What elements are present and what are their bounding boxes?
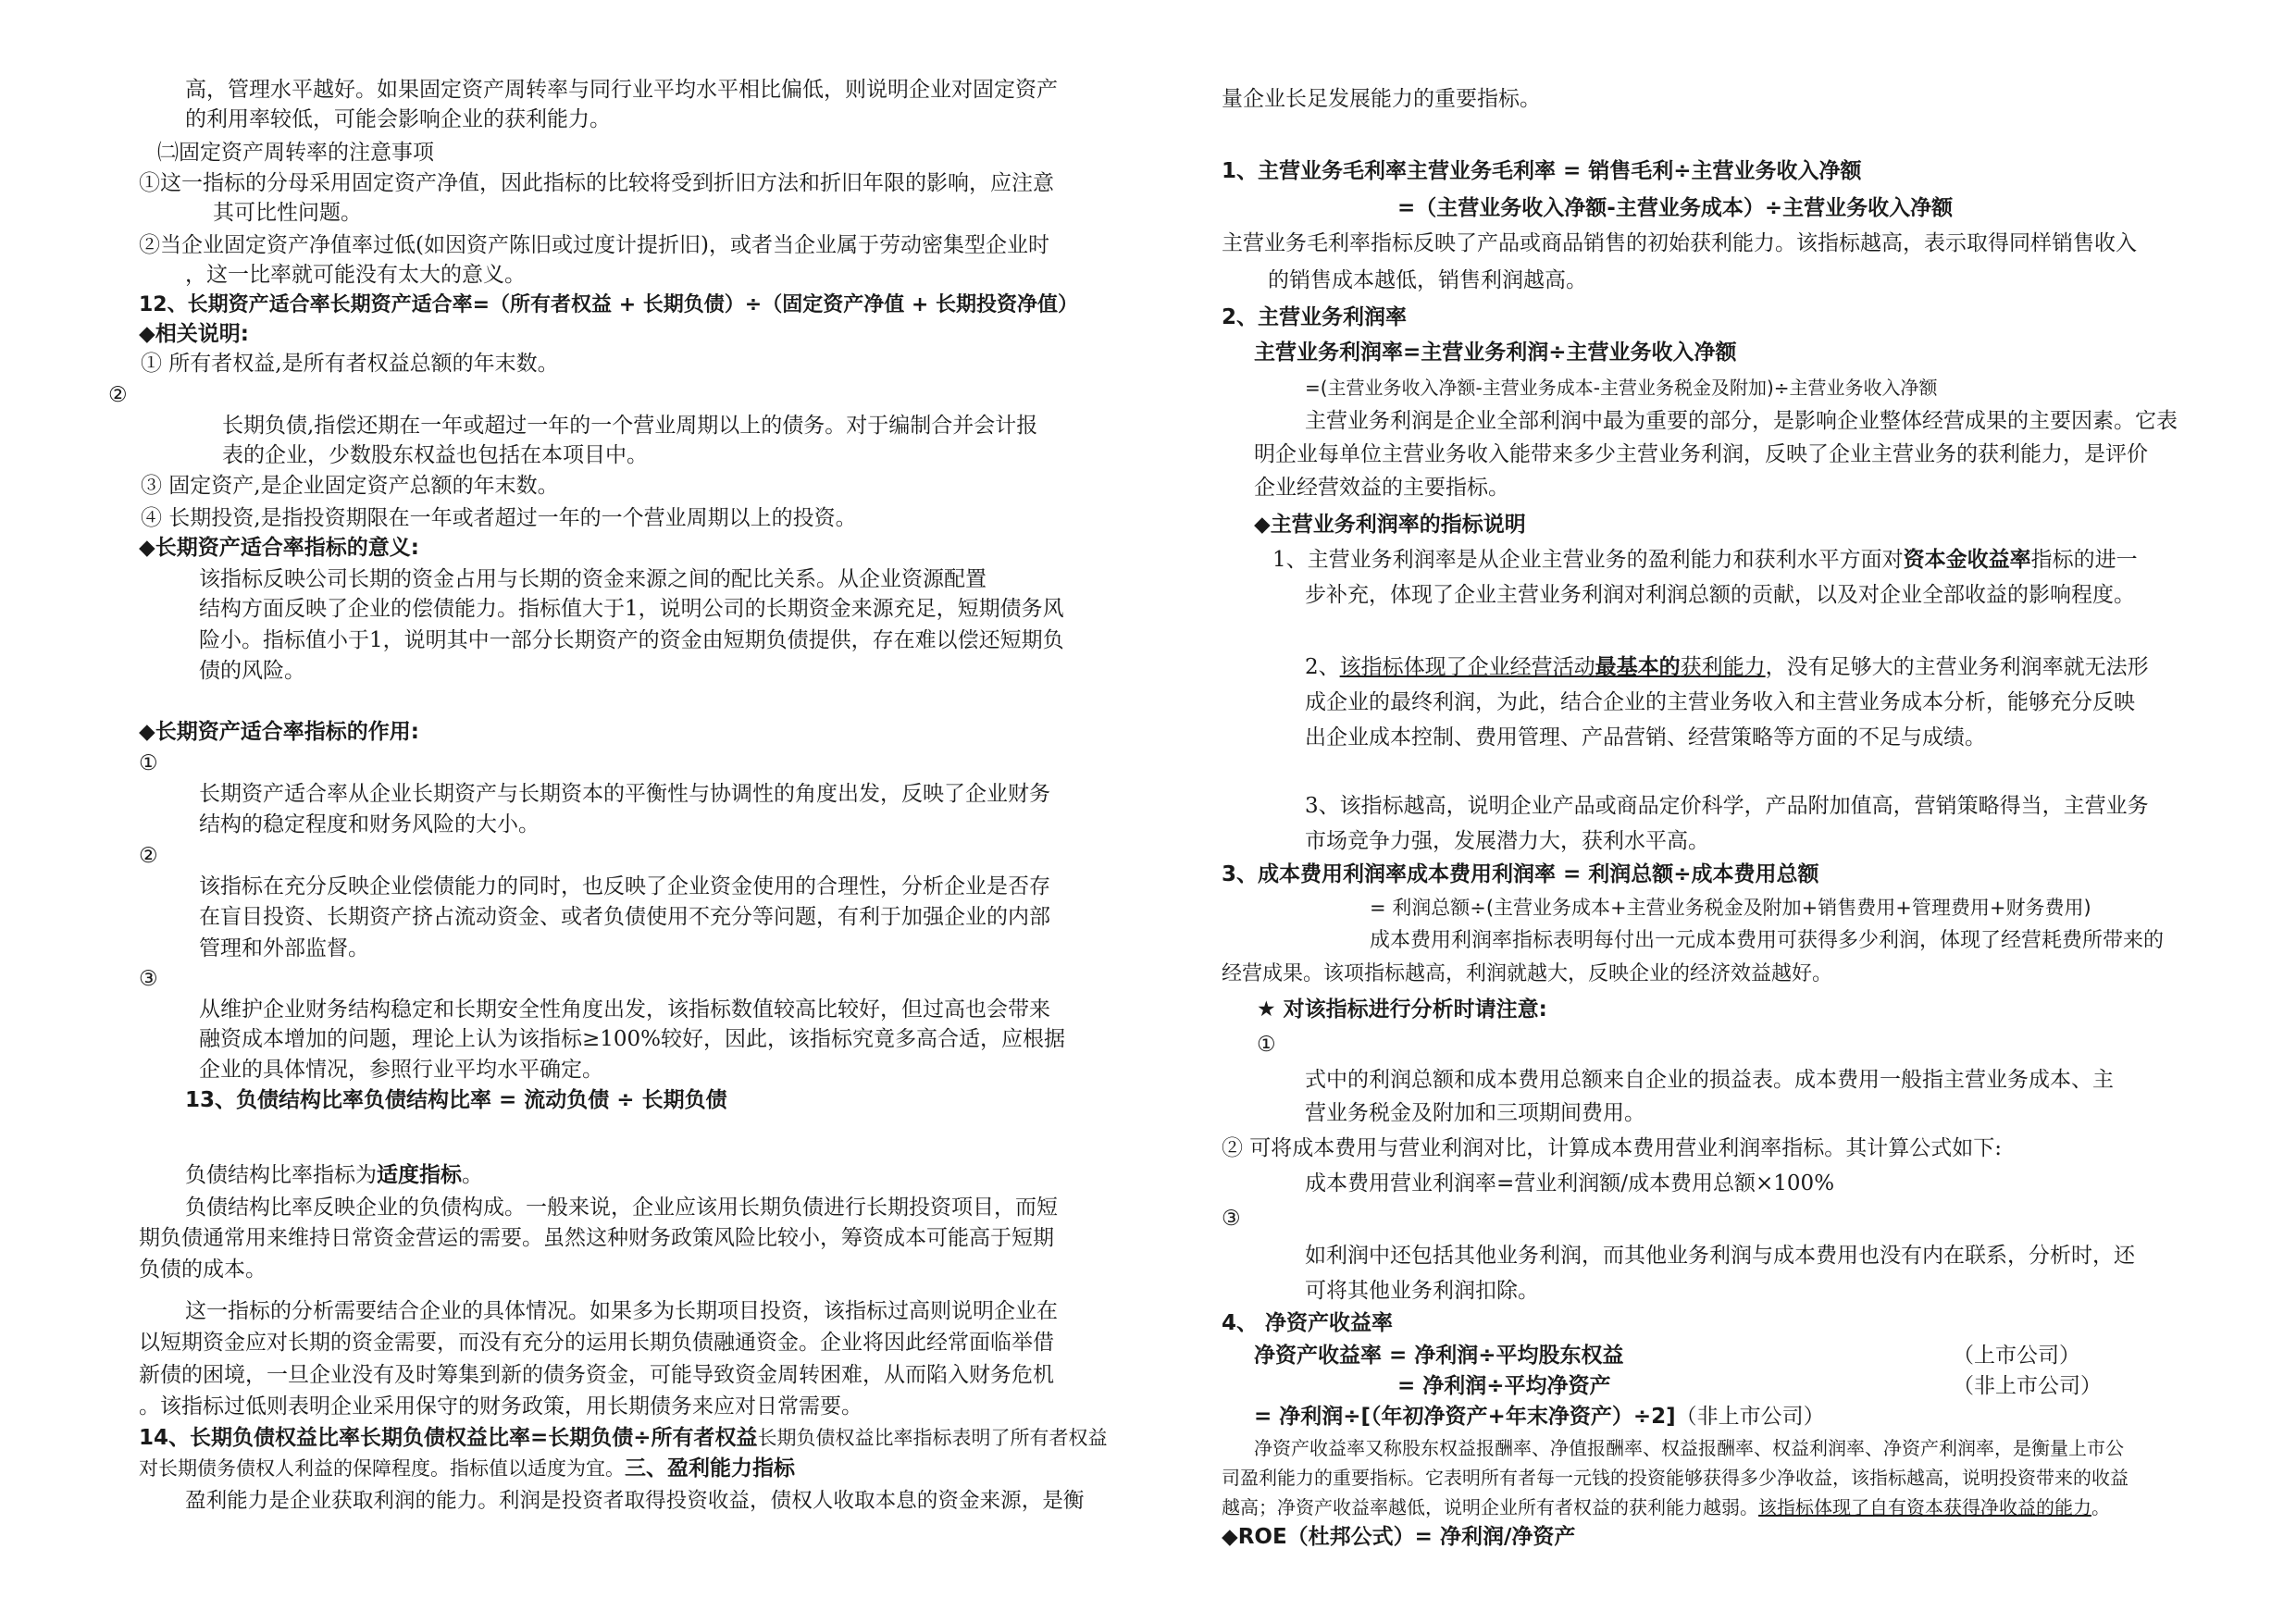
text-span: 。: [462, 1163, 483, 1187]
list-marker: ③: [139, 967, 158, 991]
text-span: 2、: [1305, 655, 1340, 679]
formula-line: [1254, 1403, 1825, 1431]
text-line: 的销售成本越低，销售利润越高。: [1268, 268, 1587, 292]
text-line: 成本费用利润率指标表明每付出一元成本费用可获得多少利润，体现了经营耗费所带来的: [1370, 929, 2165, 952]
formula-line: 主营业务利润率=主营业务利润÷主营业务收入净额: [1254, 341, 1737, 365]
heading-text: 14、长期负债权益比率长期负债权益比率=长期负债÷所有者权益: [139, 1426, 758, 1450]
text-line: 步补充，体现了企业主营业务利润对利润总额的贡献，以及对企业全部收益的影响程度。: [1305, 583, 2135, 607]
text-line: [1305, 653, 2149, 681]
text-line: 结构的稳定程度和财务风险的大小。: [199, 812, 540, 836]
text-span: 。: [2091, 1496, 2110, 1518]
text-line: 长期负债,指偿还期在一年或超过一年的一个营业周期以上的债务。对于编制合并会计报: [222, 414, 1038, 438]
section-heading-13: 13、负债结构比率负债结构比率 = 流动负债 ÷ 长期负债: [185, 1088, 727, 1112]
text-line: 经营成果。该项指标越高，利润就越大，反映企业的经济效益越好。: [1222, 962, 1833, 985]
emphasis-text: 最基本的: [1595, 655, 1681, 679]
notes-heading: ◆主营业务利润率的指标说明: [1254, 513, 1526, 537]
text-line: [139, 1455, 795, 1482]
text-line: 式中的利润总额和成本费用总额来自企业的损益表。成本费用一般指主营业务成本、主: [1305, 1068, 2114, 1092]
text-line: 的利用率较低，可能会影响企业的获利能力。: [185, 107, 611, 131]
text-span: 长期负债权益比率指标表明了所有者权益: [757, 1427, 1108, 1449]
function-heading: ◆长期资产适合率指标的作用:: [139, 720, 419, 744]
text-line: 债的风险。: [199, 659, 305, 683]
text-line: 司盈利能力的重要指标。它表明所有者每一元钱的投资能够获得多少净收益，该指标越高，说明投资带来的收益: [1222, 1467, 2128, 1489]
formula-line: =(主营业务收入净额-主营业务成本-主营业务税金及附加)÷主营业务收入净额: [1305, 377, 1938, 399]
text-line: ① 所有者权益,是所有者权益总额的年末数。: [141, 352, 559, 376]
underlined-text: 该指标体现了自有资本获得净收益的能力: [1758, 1496, 2091, 1518]
emphasis-text: 资本金收益率: [1903, 548, 2031, 572]
list-marker: ②: [108, 383, 128, 407]
underlined-text: 获利能力: [1680, 655, 1766, 679]
formula-note: （上市公司）: [1953, 1344, 2080, 1368]
text-line: 主营业务利润是企业全部利润中最为重要的部分，是影响企业整体经营成果的主要因素。它表: [1305, 409, 2178, 433]
text-span: 对长期债务债权人利益的保障程度。指标值以适度为宜。: [139, 1457, 625, 1480]
text-line: [1222, 1493, 2110, 1521]
section-heading-2: 2、主营业务利润率: [1222, 305, 1408, 329]
formula-line: 成本费用营业利润率=营业利润额/成本费用总额×100%: [1305, 1171, 1835, 1196]
text-line: 险小。指标值小于1，说明其中一部分长期资产的资金由短期负债提供，存在难以偿还短期负: [199, 628, 1064, 652]
text-line: 该指标在充分反映企业偿债能力的同时，也反映了企业资金使用的合理性，分析企业是否存: [199, 874, 1050, 898]
section-heading-1: 1、主营业务毛利率主营业务毛利率 = 销售毛利÷主营业务收入净额: [1222, 159, 1862, 183]
section-heading-4: 4、 净资产收益率: [1222, 1311, 1394, 1335]
formula-text: = 净利润÷[（年初净资产+年末净资产）÷2]: [1254, 1405, 1676, 1429]
text-line: 以短期资金应对长期的资金需要，而没有充分的运用长期负债融通资金。企业将因此经常面临举借: [139, 1331, 1054, 1355]
text-line: 这一指标的分析需要结合企业的具体情况。如果多为长期项目投资，该指标过高则说明企业在: [185, 1299, 1058, 1323]
text-line: 负债的成本。: [139, 1258, 267, 1282]
formula-note: （非上市公司）: [1953, 1374, 2102, 1398]
list-marker: ①: [139, 751, 158, 775]
text-line: 量企业长足发展能力的重要指标。: [1222, 87, 1541, 111]
text-line: 负债结构比率反映企业的负债构成。一般来说，企业应该用长期负债进行长期投资项目，而短: [185, 1196, 1058, 1220]
attention-heading: ★ 对该指标进行分析时请注意:: [1257, 997, 1547, 1022]
text-line: 新债的困境，一旦企业没有及时筹集到新的债务资金，可能导致资金周转困难，从而陷入财务危机: [139, 1363, 1054, 1387]
text-line: 成企业的最终利润，为此，结合企业的主营业务收入和主营业务成本分析，能够充分反映: [1305, 690, 2135, 714]
text-line: 盈利能力是企业获取利润的能力。利润是投资者取得投资收益，债权人收取本息的资金来源，是衡: [185, 1489, 1085, 1513]
emphasis-text: 适度指标: [377, 1163, 462, 1187]
roe-heading: ◆ROE（杜邦公式）= 净利润/净资产: [1222, 1525, 1576, 1549]
meaning-heading: ◆长期资产适合率指标的意义:: [139, 536, 419, 560]
text-line: ①这一指标的分母采用固定资产净值，因此指标的比较将受到折旧方法和折旧年限的影响，应注意: [139, 171, 1054, 195]
text-line: 期负债通常用来维持日常资金营运的需要。虽然这种财务政策风险比较小，筹资成本可能高于短期: [139, 1226, 1054, 1250]
related-notes-heading: ◆相关说明:: [139, 322, 249, 346]
text-line: 可将其他业务利润扣除。: [1305, 1279, 1539, 1303]
text-line: 企业经营效益的主要指标。: [1254, 476, 1509, 500]
section-heading-3: 三、盈利能力指标: [625, 1456, 795, 1481]
list-marker: ①: [1257, 1033, 1276, 1057]
text-line: 主营业务毛利率指标反映了产品或商品销售的初始获利能力。该指标越高，表示取得同样销售收入: [1222, 231, 2137, 255]
text-line: 高，管理水平越好。如果固定资产周转率与同行业平均水平相比偏低，则说明企业对固定资产: [185, 78, 1058, 102]
section-heading-12: 12、长期资产适合率长期资产适合率=（所有者权益 + 长期负债）÷（固定资产净值 + 长期投资净值）: [139, 293, 1078, 316]
text-line: 营业务税金及附加和三项期间费用。: [1305, 1101, 1645, 1125]
section-heading-14: [139, 1424, 1108, 1452]
text-line: 3、该指标越高，说明企业产品或商品定价科学，产品附加值高，营销策略得当，主营业务: [1305, 794, 2149, 818]
text-line: 净资产收益率又称股东权益报酬率、净值报酬率、权益报酬率、权益利润率、净资产利润率，是衡量上市公: [1254, 1437, 2124, 1459]
formula-line: = 净利润÷平均净资产: [1397, 1374, 1611, 1398]
text-line: 表的企业，少数股东权益也包括在本项目中。: [222, 443, 648, 467]
list-marker: ③: [1222, 1207, 1241, 1231]
text-line: 在盲目投资、长期资产挤占流动资金、或者负债使用不充分等问题，有利于加强企业的内部: [199, 905, 1050, 929]
text-line: [185, 1161, 483, 1189]
text-line: ②当企业固定资产净值率过低(如因资产陈旧或过度计提折旧)，或者当企业属于劳动密集型企业时: [139, 233, 1049, 257]
text-line: 如利润中还包括其他业务利润，而其他业务利润与成本费用也没有内在联系，分析时，还: [1305, 1244, 2135, 1268]
text-line: 。该指标过低则表明企业采用保守的财务政策，用长期债务来应对日常需要。: [139, 1394, 863, 1419]
formula-line: =（主营业务收入净额-主营业务成本）÷主营业务收入净额: [1397, 196, 1954, 220]
text-line: ② 可将成本费用与营业利润对比，计算成本费用营业利润率指标。其计算公式如下:: [1222, 1136, 2003, 1160]
text-span: ，没有足够大的主营业务利润率就无法形: [1765, 655, 2149, 679]
text-span: 指标的进一: [2030, 548, 2138, 572]
underlined-text: 该指标体现了企业经营活动: [1339, 655, 1595, 679]
text-line: 明企业每单位主营业务收入能带来多少主营业务利润，反映了企业主营业务的获利能力，是评价: [1254, 442, 2148, 466]
text-line: 从维护企业财务结构稳定和长期安全性角度出发，该指标数值较高比较好，但过高也会带来: [199, 997, 1050, 1022]
formula-note: （非上市公司）: [1675, 1405, 1825, 1429]
text-line: 出企业成本控制、费用管理、产品营销、经营策略等方面的不足与成绩。: [1305, 725, 1986, 750]
text-line: ③ 固定资产,是企业固定资产总额的年末数。: [141, 474, 559, 498]
text-span: 越高；净资产收益率越低，说明企业所有者权益的获利能力越弱。: [1222, 1496, 1758, 1518]
text-line: 管理和外部监督。: [199, 936, 369, 960]
text-line: 其可比性问题。: [213, 201, 362, 225]
text-span: 负债结构比率指标为: [185, 1163, 377, 1187]
list-marker: ②: [139, 844, 158, 868]
text-line: [1272, 546, 2138, 574]
text-line: 市场竞争力强，发展潜力大，获利水平高。: [1305, 829, 1709, 853]
subsection-heading: ㈡固定资产周转率的注意事项: [157, 141, 434, 165]
formula-line: 净资产收益率 = 净利润÷平均股东权益: [1254, 1344, 1624, 1368]
text-line: ④ 长期投资,是指投资期限在一年或者超过一年的一个营业周期以上的投资。: [141, 506, 857, 530]
right-column: [1175, 0, 2296, 1623]
text-line: 该指标反映公司长期的资金占用与长期的资金来源之间的配比关系。从企业资源配置: [199, 567, 987, 591]
text-line: ，这一比率就可能没有太大的意义。: [185, 263, 526, 287]
text-line: 长期资产适合率从企业长期资产与长期资本的平衡性与协调性的角度出发，反映了企业财务: [199, 782, 1050, 806]
text-line: 企业的具体情况，参照行业平均水平确定。: [199, 1058, 603, 1082]
text-line: 融资成本增加的问题，理论上认为该指标≥100%较好，因此，该指标究竟多高合适，应根据: [199, 1027, 1066, 1051]
section-heading-3: 3、成本费用利润率成本费用利润率 = 利润总额÷成本费用总额: [1222, 862, 1819, 886]
formula-line: = 利润总额÷(主营业务成本+主营业务税金及附加+销售费用+管理费用+财务费用): [1370, 897, 2091, 919]
text-span: 1、主营业务利润率是从企业主营业务的盈利能力和获利水平方面对: [1272, 548, 1904, 572]
text-line: 结构方面反映了企业的偿债能力。指标值大于1，说明公司的长期资金来源充足，短期债务风: [199, 597, 1064, 621]
